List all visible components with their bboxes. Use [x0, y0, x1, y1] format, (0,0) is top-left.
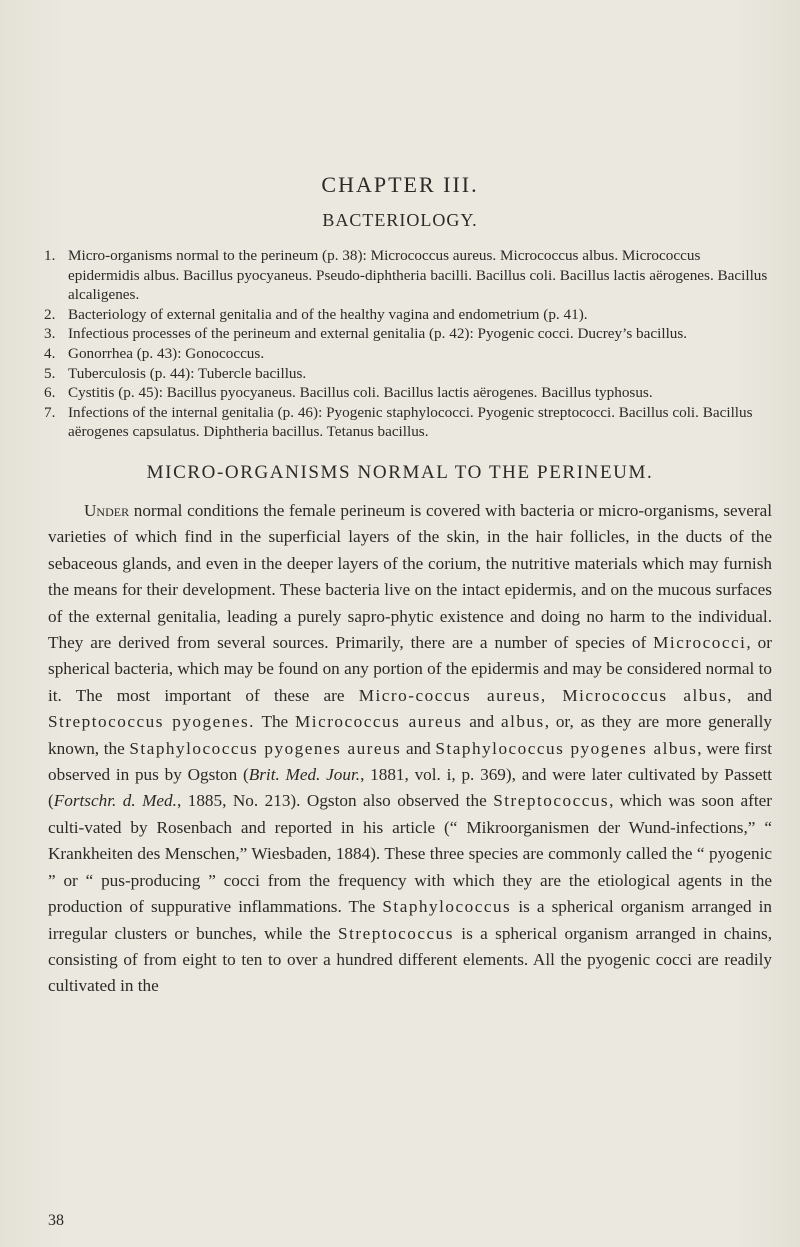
species-name: Streptococcus	[493, 791, 610, 811]
contents-item-text: Tuberculosis (p. 44): Tubercle bacillus.	[68, 364, 307, 382]
paragraph-text: is a spherical organism arranged in chains, consisting of from eight to ten to over a hundred different elements. All the pyogenic cocci are readily cultivated in the	[48, 923, 772, 996]
paragraph-text: and	[401, 738, 436, 758]
contents-item	[44, 383, 774, 403]
contents-item-number: 2.	[44, 305, 56, 323]
contents-item-text: Cystitis (p. 45): Bacillus pyocyaneus. Bacillus coli. Bacillus lactis aërogenes. Bacillus typhosus.	[68, 384, 653, 402]
contents-item-number: 3.	[44, 325, 56, 343]
species-name: Staphylococcus	[382, 897, 512, 917]
body-paragraph	[48, 498, 772, 1000]
paragraph-text: , or spherical bacteria, which may be found on any portion of the epidermis and may be considered normal to it. The most important of these are	[48, 633, 772, 705]
contents-item-text: Infectious processes of the perineum and external genitalia (p. 42): Pyogenic cocci. Ducrey’s bacillus.	[68, 325, 688, 343]
chapter-title: CHAPTER III.	[321, 172, 479, 197]
contents-item	[44, 305, 774, 325]
contents-item-number: 4.	[44, 344, 56, 362]
paragraph-text: normal conditions the female perineum is covered with bacteria or micro-organisms, several varieties of which find in the superficial layers of the skin, in the hair follicles, in the ducts of the sebaceous glands, and even in the deeper layers of the corium, the nutritive materials which may furnish the means for their development. These bacteria live on the intact epidermis, and on the mucous surfaces of the external genitalia, leading a purely sapro-phytic existence and doing no harm to the individual. They are derived from several sources. Primarily, there are a number of species of	[48, 501, 772, 653]
contents-item	[44, 403, 774, 442]
contents-item-text: Bacteriology of external genitalia and of the healthy vagina and endometrium (p. 41).	[68, 305, 588, 323]
paragraph-text: , were first observed in pus by Ogston (	[48, 738, 772, 785]
species-name: Staphylococcus pyogenes albus	[435, 738, 698, 758]
chapter-contents-list	[44, 246, 774, 442]
paragraph-text: The	[254, 712, 296, 732]
subject-title: BACTERIOLOGY.	[322, 210, 478, 230]
journal-citation: Fortschr. d. Med.	[53, 791, 177, 811]
journal-citation: Brit. Med. Jour.	[248, 765, 361, 785]
species-name: Streptococcus pyogenes.	[48, 712, 255, 732]
section-heading: MICRO-ORGANISMS NORMAL TO THE PERINEUM.	[146, 462, 654, 483]
contents-item-number: 5.	[44, 364, 56, 382]
contents-item-number: 6.	[44, 384, 56, 402]
species-name: Staphylococcus pyogenes aureus	[129, 738, 402, 758]
paragraph-text: is a spherical organism arranged in irregular clusters or bunches, while the	[48, 897, 772, 943]
species-name: Micrococcus aureus	[295, 712, 463, 732]
paragraph-text: , which was soon after culti-vated by Rosenbach and reported in his article (“ Mikroorganismen der Wund-infections,” “ Krankheiten des Menschen,” Wiesbaden, 1884). These three species are commonly called the “ pyogenic ” or “ pus-producing ” cocci from the frequency with which they are the etiological agents in the production of suppurative inflammations. The	[48, 791, 772, 917]
paragraph-text: and	[732, 685, 772, 705]
contents-item-text: Infections of the internal genitalia (p. 46): Pyogenic staphylococci. Pyogenic streptococci. Bacillus coli. Bacillus aërogenes capsulatus. Diphtheria bacillus. Tetanus bacillus.	[68, 403, 753, 441]
contents-item-text: Micro-organisms normal to the perineum (p. 38): Micrococcus aureus. Micrococcus albus. Micrococcus epidermidis albus. Bacillus pyocyaneus. Pseudo-diphtheria bacilli. Bacillus coli. Bacillus lactis aërogenes. Bacillus alcaligenes.	[68, 247, 768, 304]
paragraph-lead-word: Under	[84, 501, 130, 520]
paragraph-text: and	[462, 712, 501, 732]
contents-item	[44, 246, 774, 305]
contents-item	[44, 344, 774, 364]
species-name: Micro-coccus aureus, Micrococcus albus,	[358, 685, 733, 705]
species-name: Streptococcus	[338, 923, 454, 943]
contents-item	[44, 324, 774, 344]
paragraph-text: , or, as they are more generally known, the	[48, 712, 773, 758]
contents-item-number: 7.	[44, 403, 56, 421]
contents-item-text: Gonorrhea (p. 43): Gonococcus.	[68, 344, 265, 362]
paragraph-text: , 1881, vol. i, p. 369), and were later cultivated by Passett (	[48, 765, 773, 811]
page-number: 38	[48, 1212, 64, 1229]
contents-item-number: 1.	[44, 247, 56, 264]
species-name: Micrococci	[653, 633, 747, 653]
paragraph-text: , 1885, No. 213). Ogston also observed the	[176, 791, 494, 811]
contents-item	[44, 364, 774, 384]
species-name: albus	[500, 712, 545, 732]
